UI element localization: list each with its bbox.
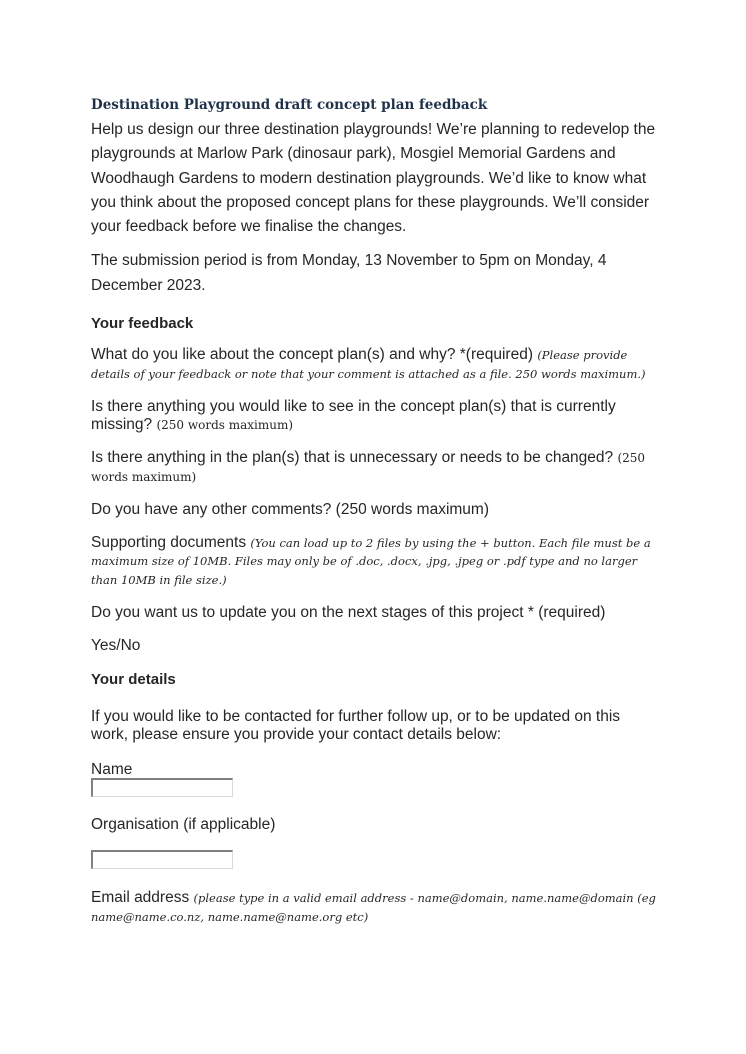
question-updates: Do you want us to update you on the next stages of this project * (required) bbox=[91, 604, 606, 622]
question-unnecessary bbox=[91, 449, 656, 486]
question-missing bbox=[91, 398, 656, 434]
question-missing-text: Is there anything you would like to see in the concept plan(s) that is currently missing? bbox=[91, 398, 616, 433]
submission-period: The submission period is from Monday, 13 November to 5pm on Monday, 4 December 2023. bbox=[91, 252, 607, 294]
details-heading: Your details bbox=[91, 671, 176, 689]
intro-paragraph: Help us design our three destination playgrounds! We’re planning to redevelop the playgrounds at Marlow Park (dinosaur park), Mosgiel Memorial Gardens and Woodhaugh Gardens to modern destination playgrounds. We’d like to know what you think about the proposed concept plans for these playgrounds. We’ll consider your feedback before we finalise the changes. bbox=[91, 121, 656, 236]
question-unnecessary-text: Is there anything in the plan(s) that is unnecessary or needs to be changed? bbox=[91, 449, 618, 467]
question-other-comments: Do you have any other comments? (250 words maximum) bbox=[91, 501, 489, 519]
question-likes-text: What do you like about the concept plan(s) and why? *(required) bbox=[91, 346, 538, 364]
email-label: Email address bbox=[91, 889, 194, 907]
supporting-documents-note: (You can load up to 2 files by using the + button. Each file must be a maximum size of 10MB. Files may only be of .doc, .docx, .jpg, .jpeg or .pdf type and no larger than 10MB in file size.) bbox=[91, 535, 651, 587]
email-field-label bbox=[91, 889, 656, 926]
email-note: (please type in a valid email address - name@domain, name.name@domain (eg name@name.co.nz, name.name@name.org etc) bbox=[91, 891, 656, 924]
organisation-label: Organisation (if applicable) bbox=[91, 816, 276, 834]
feedback-heading: Your feedback bbox=[91, 315, 194, 333]
question-likes-note: (Please provide details of your feedback or note that your comment is attached as a file. 250 words maximum.) bbox=[91, 348, 646, 381]
details-intro: If you would like to be contacted for further follow up, or to be updated on this work, please ensure you provide your contact details below: bbox=[91, 708, 621, 743]
question-missing-note: (250 words maximum) bbox=[156, 417, 294, 432]
supporting-documents-text: Supporting documents bbox=[91, 533, 251, 551]
question-likes bbox=[91, 346, 656, 383]
name-input[interactable] bbox=[91, 778, 233, 797]
question-supporting-documents bbox=[91, 534, 656, 590]
document-title: Destination Playground draft concept plan feedback bbox=[91, 97, 488, 113]
updates-options: Yes/No bbox=[91, 636, 141, 654]
question-unnecessary-note: (250 words maximum) bbox=[91, 451, 646, 484]
name-label: Name bbox=[91, 761, 133, 779]
organisation-input[interactable] bbox=[91, 850, 233, 869]
